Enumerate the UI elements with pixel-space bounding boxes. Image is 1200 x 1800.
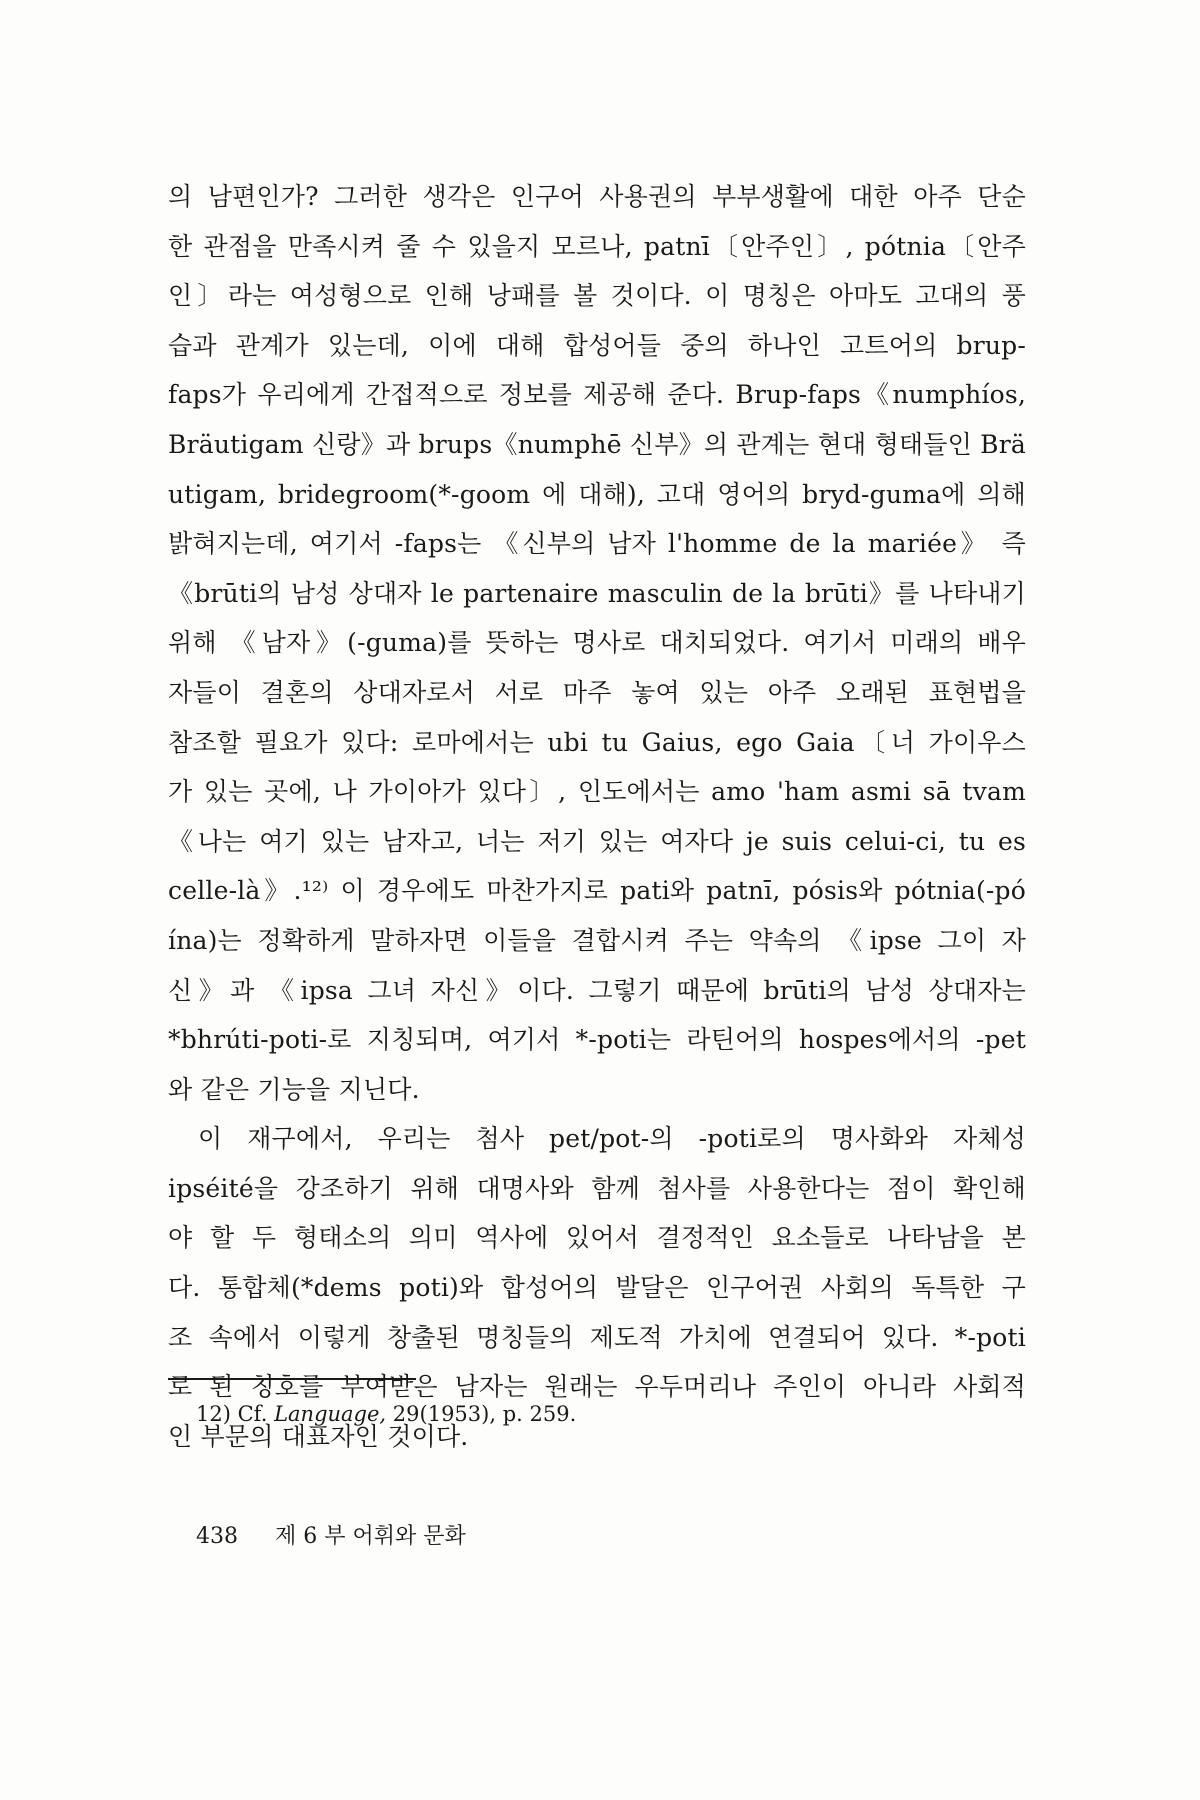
text-line: Bräutigam 신랑》과 brups《numphē 신부》의 관계는 현대 형태들인 Brä <box>168 429 1026 459</box>
text-line: 로 된 칭호를 부여받은 남자는 원래는 우두머리나 주인이 아니라 사회적 <box>168 1372 1026 1402</box>
text-line: ipséité을 강조하기 위해 대명사와 함께 첨사를 사용한다는 점이 확인해 <box>168 1173 1026 1203</box>
text-line: 습과 관계가 있는데, 이에 대해 합성어들 중의 하나인 고트어의 brup- <box>168 330 1026 360</box>
body-text <box>168 172 1026 1461</box>
text-line: 참조할 필요가 있다: 로마에서는 ubi tu Gaius, ego Gaia〔너 가이우스 <box>168 727 1026 757</box>
text-line: 야 할 두 형태소의 의미 역사에 있어서 결정적인 요소들로 나타남을 본 <box>168 1223 1026 1253</box>
text-line: 조 속에서 이렇게 창출된 명칭들의 제도적 가치에 연결되어 있다. *-poti <box>168 1322 1026 1352</box>
text-line: 한 관점을 만족시켜 줄 수 있을지 모르나, patnī〔안주인〕, pótnia〔안주 <box>168 231 1026 261</box>
footnote-citation: 29(1953), p. 259. <box>392 1402 577 1426</box>
text-line: 밝혀지는데, 여기서 -faps는 《신부의 남자 l'homme de la mariée》 즉 <box>168 529 1026 559</box>
text-line: 다. 통합체(*dems poti)와 합성어의 발달은 인구어권 사회의 독특한 구 <box>168 1273 1026 1303</box>
text-line: celle-là》.¹²⁾ 이 경우에도 마찬가지로 pati와 patnī, pósis와 pótnia(-pó <box>168 876 1026 906</box>
text-line: 위해 《남자》(-guma)를 뜻하는 명사로 대치되었다. 여기서 미래의 배우 <box>168 628 1026 658</box>
text-line: utigam, bridegroom(*-goom 에 대해), 고대 영어의 bryd-guma에 의해 <box>168 479 1026 509</box>
footnote-source-title: Language, <box>274 1402 387 1426</box>
footnote-divider <box>168 1378 416 1380</box>
text-line: 신》과 《ipsa 그녀 자신》이다. 그렇기 때문에 brūti의 남성 상대자는 <box>168 975 1026 1005</box>
footnote-number: 12) <box>196 1402 231 1426</box>
running-footer <box>196 1520 466 1554</box>
paragraph-end-line: 와 같은 기능을 지닌다. <box>168 1074 420 1104</box>
text-line: 가 있는 곳에, 나 가이아가 있다〕, 인도에서는 amo 'ham asmi sā tvam <box>168 777 1026 807</box>
text-line: 의 남편인가? 그러한 생각은 인구어 사용권의 부부생활에 대한 아주 단순 <box>168 182 1026 211</box>
footnote-prefix: Cf. <box>237 1402 268 1426</box>
page-number: 438 <box>196 1524 238 1549</box>
paragraph-start-line: 이 재구에서, 우리는 첨사 pet/pot-의 -poti로의 명사화와 자체성 <box>198 1124 1026 1154</box>
text-line: faps가 우리에게 간접적으로 정보를 제공해 준다. Brup-faps《numphíos, <box>168 380 1026 410</box>
text-line: 자들이 결혼의 상대자로서 서로 마주 놓여 있는 아주 오래된 표현법을 <box>168 677 1026 707</box>
section-title: 제 6 부 어휘와 문화 <box>275 1524 466 1549</box>
text-line: 《나는 여기 있는 남자고, 너는 저기 있는 여자다 je suis celui-ci, tu es <box>168 826 1026 856</box>
footnote <box>196 1398 576 1430</box>
text-line: 인〕라는 여성형으로 인해 낭패를 볼 것이다. 이 명칭은 아마도 고대의 풍 <box>168 281 1026 311</box>
paragraph-end-line: 인 부문의 대표자인 것이다. <box>168 1421 469 1451</box>
text-line: 《brūti의 남성 상대자 le partenaire masculin de la brūti》를 나타내기 <box>168 578 1026 608</box>
text-line: *bhrúti-poti-로 지칭되며, 여기서 *-poti는 라틴어의 hospes에서의 -pet <box>168 1025 1026 1055</box>
text-line: ína)는 정확하게 말하자면 이들을 결합시켜 주는 약속의 《ipse 그이 자 <box>168 925 1026 955</box>
